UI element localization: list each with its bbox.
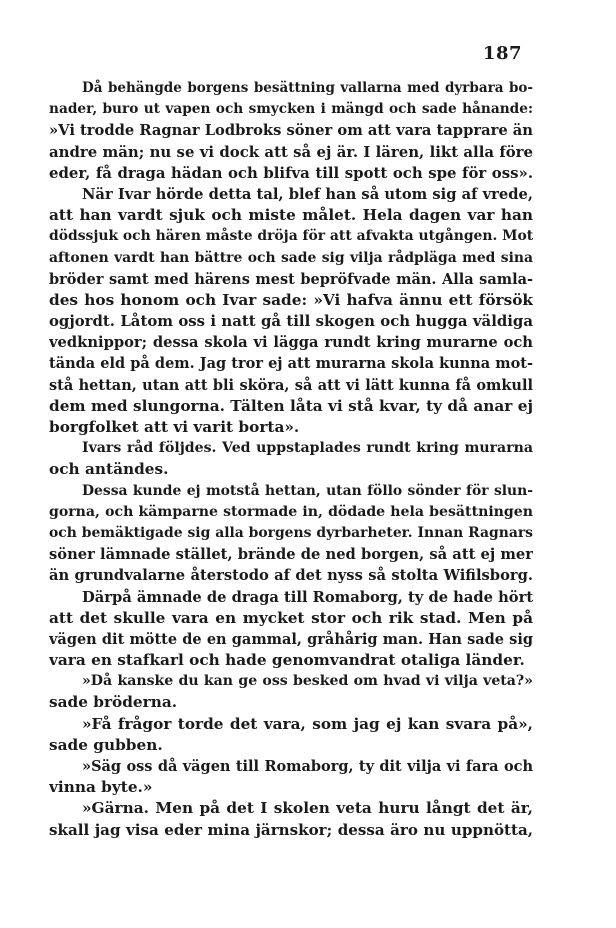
text-line: sade bröderna. [49,693,178,712]
text-line: vinna byte.» [49,778,153,797]
text-line: borgfolket att vi varit borta». [49,418,300,436]
text-line: dödssjuk och hären måste dröja för att afvakta utgången. Mot [49,228,533,245]
text-line: »Gärna. Men på det I skolen veta huru långt det är, [82,799,533,818]
text-line: Därpå ämnade de draga till Romaborg, ty de hade hört [82,588,533,606]
text-line: och bemäktigade sig alla borgens dyrbarheter. Innan Ragnars [49,524,533,541]
text-line: Ivars råd följdes. Ved uppstaplades rundt kring murarna [82,440,533,457]
text-line: »Säg oss då vägen till Romaborg, ty dit vilja vi fara och [82,758,533,775]
text-line: än grundvalarne återstodo af det nyss så stolta Wifilsborg. [49,567,533,585]
text-line: stå hettan, utan att bli sköra, så att vi lätt kunna få omkull [49,376,533,394]
text-line: Dessa kunde ej motstå hettan, utan föllo sönder för slun- [82,482,533,499]
text-line: gorna, och kämparne stormade in, dödade hela besättningen [49,503,533,520]
text-line: eder, få draga hädan och blifva till spott och spe för oss». [49,163,533,182]
text-line: sade gubben. [49,735,163,754]
text-line: ogjordt. Låtom oss i natt gå till skogen och hugga väldiga [49,312,533,331]
text-line: vägen dit mötte de en gammal, gråhårig man. Han sade sig [49,630,533,648]
text-line: När Ivar hörde detta tal, blef han så utom sig af vrede, [82,185,533,203]
text-line: dem med slungorna. Tälten låta vi stå kvar, ty då anar ej [49,396,533,415]
text-line: andre män; nu se vi dock att så ej är. I lären, likt alla före [49,142,533,161]
text-line: Då behängde borgens besättning vallarna med dyrbara bo- [82,80,533,96]
text-line: och antändes. [49,460,169,479]
body-text [49,78,533,841]
text-line: söner lämnade stället, brände de ned borgen, så att ej mer [49,546,533,564]
text-line: vedknippor; dessa skola vi lägga rundt kring murarne och [49,334,533,352]
text-line: »Vi trodde Ragnar Lodbroks söner om att vara tapprare än [49,122,533,140]
text-line: »Få frågor torde det vara, som jag ej kan svara på», [82,714,533,733]
text-line: tända eld på dem. Jag tror ej att murarna skola kunna mot- [49,355,533,373]
text-line: att det skulle vara en mycket stor och rik stad. Men på [49,608,533,627]
page-number: 187 [482,43,522,64]
text-line: att han vardt sjuk och miste målet. Hela dagen var han [49,206,533,225]
text-line: »Då kanske du kan ge oss besked om hvad vi vilja veta?» [82,673,533,690]
text-line: bröder samt med härens mest bepröfvade män. Alla samla- [49,270,533,288]
text-line: nader, buro ut vapen och smycken i mängd och sade hånande: [49,101,533,118]
text-line: aftonen vardt han bättre och sade sig vilja rådpläga med sina [49,249,533,266]
text-line: des hos honom och Ivar sade: »Vi hafva ännu ett försök [49,290,533,309]
text-line: skall jag visa eder mina järnskor; dessa äro nu uppnötta, [49,820,533,839]
text-line: vara en stafkarl och hade genomvandrat otaliga länder. [49,651,525,670]
